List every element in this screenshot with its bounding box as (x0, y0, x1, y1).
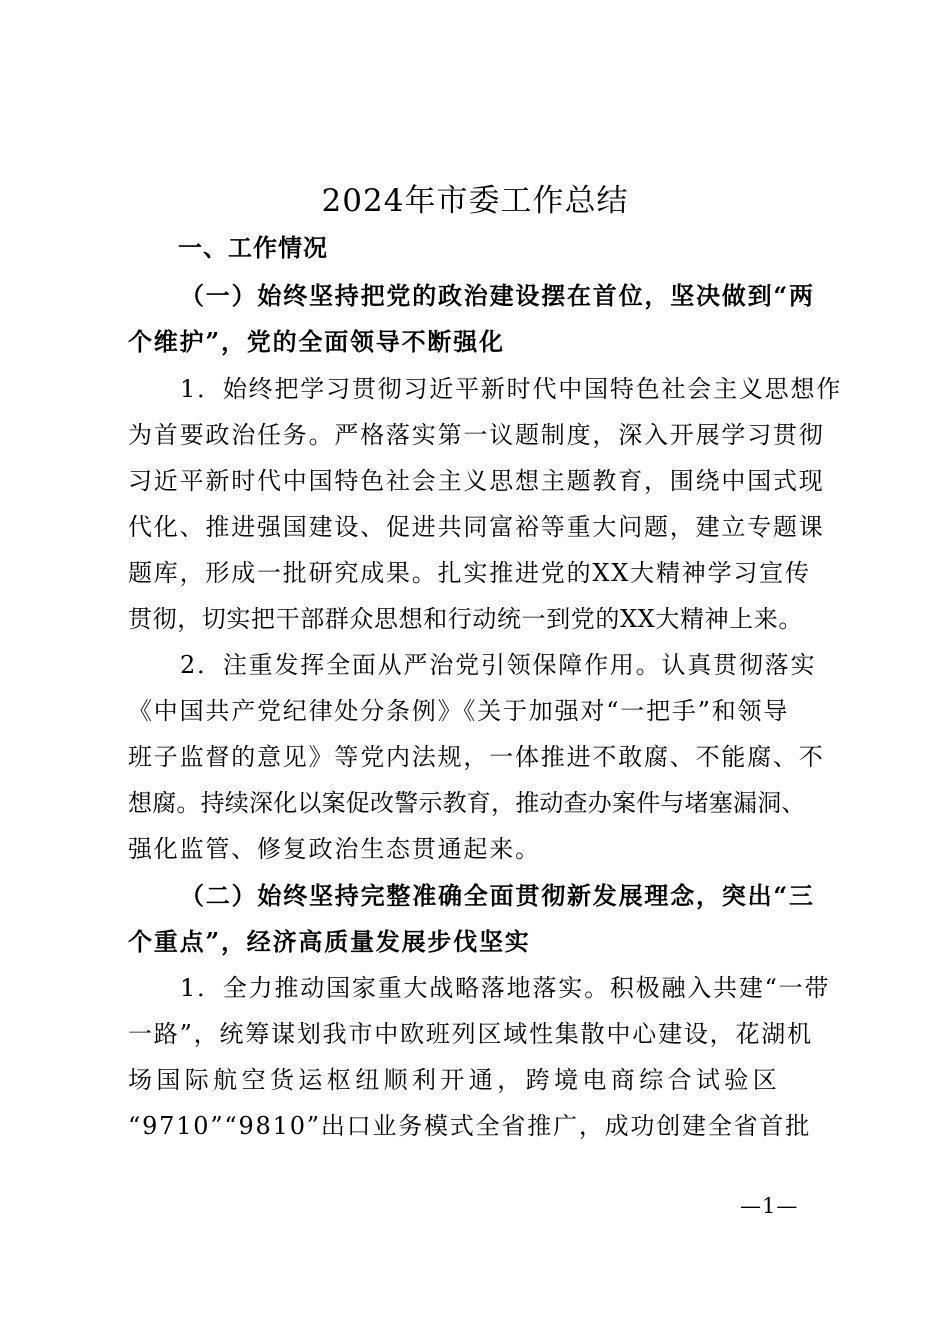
document-title: 2024年市委工作总结 (321, 183, 629, 219)
subsection-heading-line: 个维护”，党的全面领导不断强化 (128, 327, 505, 356)
paragraph-line: 强化监管、修复政治生态贯通起来。 (128, 835, 541, 863)
section-heading: 一、工作情况 (178, 233, 328, 262)
paragraph-line: 1．始终把学习贯彻习近平新时代中国特色社会主义思想作 (180, 375, 843, 403)
paragraph-line: 为首要政治任务。严格落实第一议题制度，深入开展学习贯彻 (128, 421, 825, 449)
subsection-heading-line: 个重点”，经济高质量发展步伐坚实 (128, 927, 531, 956)
paragraph-line: 一路”，统筹谋划我市中欧班列区域性集散中心建设，花湖机 (128, 1020, 813, 1048)
paragraph-line: 代化、推进强国建设、促进共同富裕等重大问题，建立专题课 (128, 513, 825, 541)
paragraph-line: 班子监督的意见》等党内法规，一体推进不敢腐、不能腐、不 (128, 743, 825, 771)
paragraph-line: “9710”“9810”出口业务模式全省推广，成功创建全省首批 (128, 1112, 812, 1140)
paragraph-line: 《中国共产党纪律处分条例》《关于加强对“一把手”和领导 (128, 697, 790, 725)
paragraph-line: 2．注重发挥全面从严治党引领保障作用。认真贯彻落实 (180, 651, 817, 679)
paragraph-line: 贯彻，切实把干部群众思想和行动统一到党的XX大精神上来。 (128, 605, 803, 633)
paragraph-line: 场国际航空货运枢纽顺利开通，跨境电商综合试验区 (128, 1066, 782, 1094)
page-number: —1— (740, 1194, 799, 1218)
paragraph-line: 1．全力推动国家重大战略落地落实。积极融入共建“一带 (180, 974, 831, 1002)
subsection-heading-line: （二）始终坚持完整准确全面贯彻新发展理念，突出“三 (180, 881, 815, 910)
subsection-heading-line: （一）始终坚持把党的政治建设摆在首位，坚决做到“两 (180, 281, 815, 310)
paragraph-line: 习近平新时代中国特色社会主义思想主题教育，围绕中国式现 (128, 467, 825, 495)
paragraph-line: 想腐。持续深化以案促改警示教育，推动查办案件与堵塞漏洞、 (128, 789, 806, 817)
paragraph-line: 题库，形成一批研究成果。扎实推进党的XX大精神学习宣传 (128, 559, 811, 587)
